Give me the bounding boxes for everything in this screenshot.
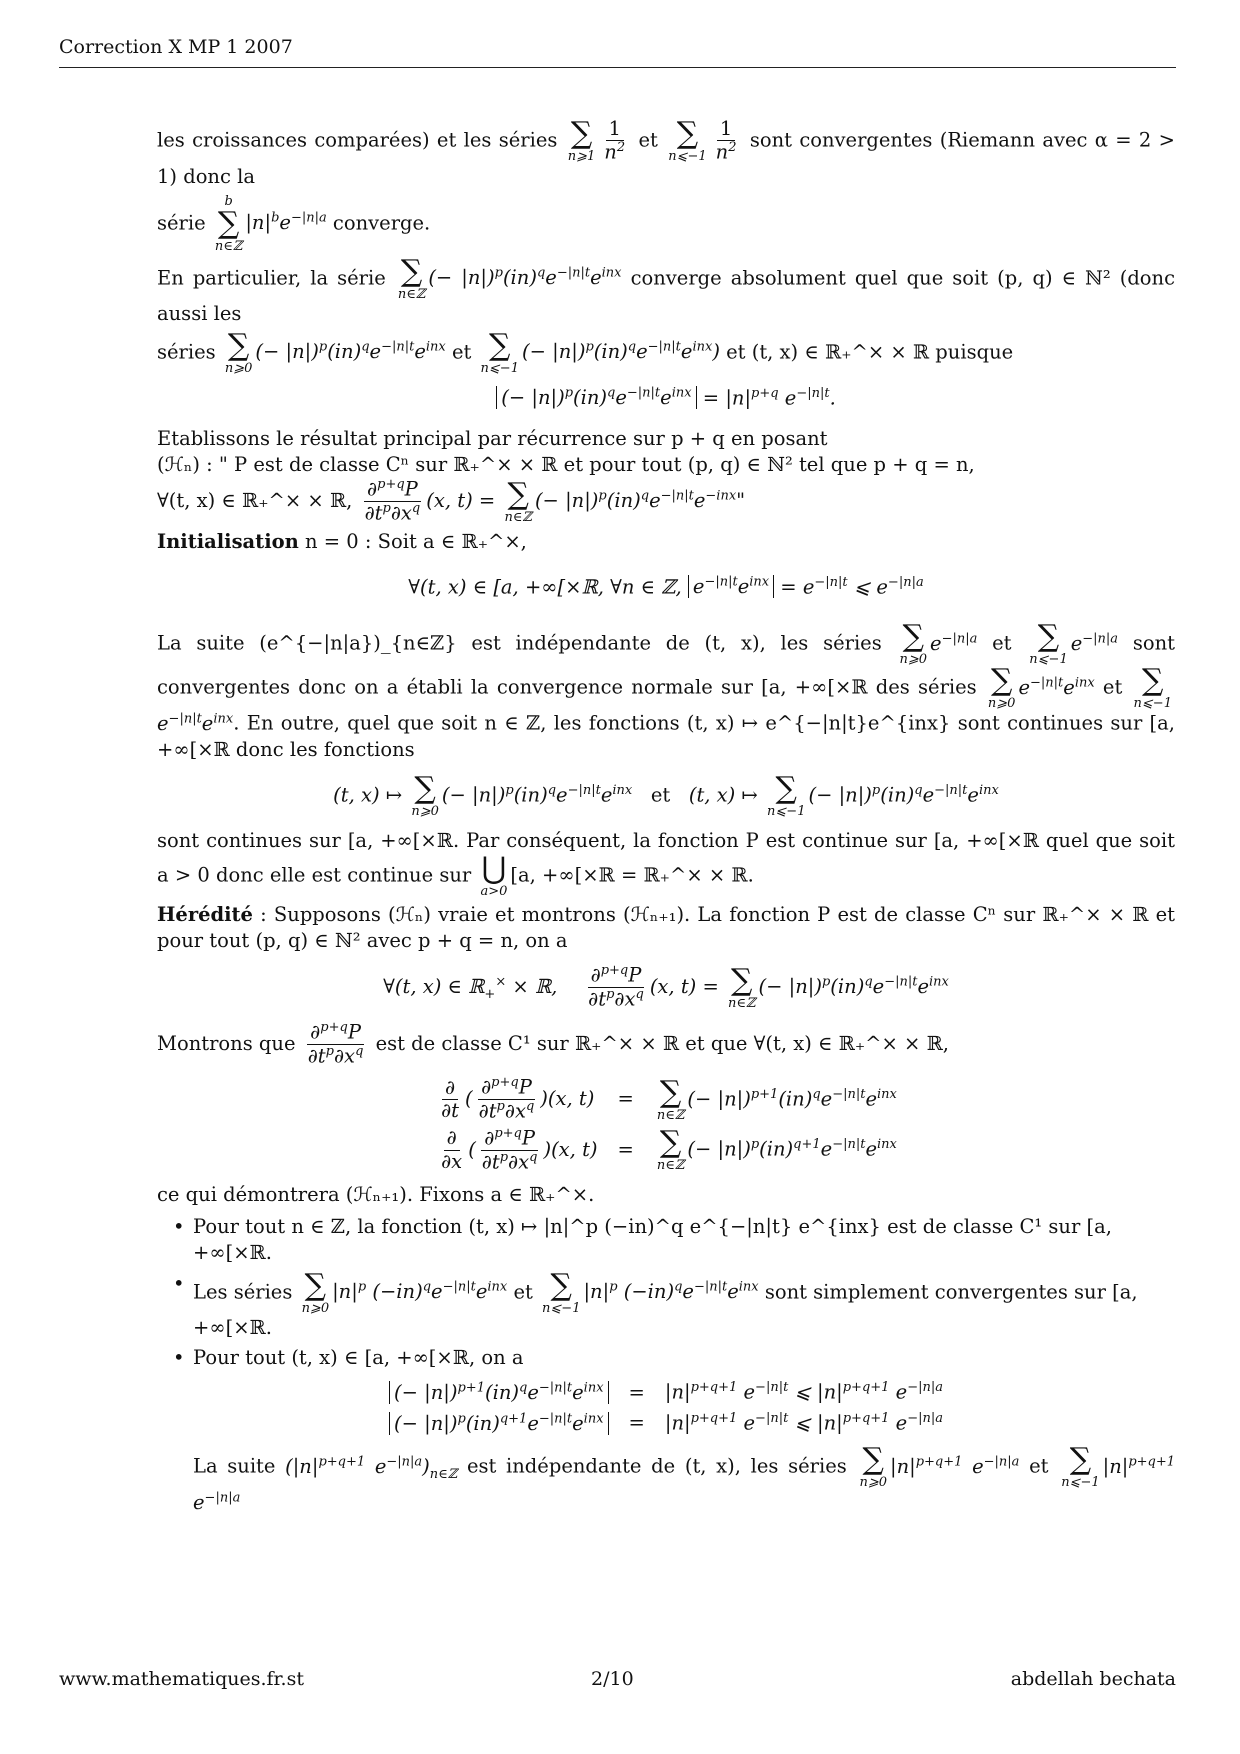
list-item — [193, 1214, 1175, 1267]
sum-symbol: b ∑ n∈ℤ — [214, 193, 243, 254]
paragraph-serie: série b ∑ n∈ℤ $|n|^be^{-|n|a}$ converge. — [157, 193, 431, 254]
equation-abs: (− $|n|)^p(in)^qe^{-|n|t}e^{inx} = |n|^{p+q}$ $e^{-|n|t}$. — [157, 385, 1175, 412]
bullet2b-text: et — [513, 1280, 533, 1304]
fraction: $\frac{1}{n^2}$ — [715, 117, 737, 164]
text-p3b: converge absolument quel que soit (p, q) ∈ ℕ² (donc aussi les — [157, 266, 1176, 325]
equation-majorations: (− $|n|)^{p+1}(in)^qe^{-|n|t}e^{inx}$ = $|n|^{p+q+1}$ $e^{-|n|t}$ ⩽ $|n|^{p+q+1}$ $e^{-|n|a}$ (− $|n|)^p(in)^{q+1}e^{-|n|t}e^{inx}$ = $|n|^{p+q+1}$ $e^{-|n|t}$ ⩽ $|n|^{p+q+1}$ $e^{-|n|a}$ — [379, 1377, 953, 1439]
sum-symbol: ∑ n⩽−1 — [1133, 663, 1172, 712]
text-suite3: n ∈ ℤ, les fonctions (t, x) ↦ e^{−|n|t}e^{inx} sont continues sur [a, +∞[×ℝ donc les fonctions — [157, 711, 1175, 762]
equation-init: ∀(t, x) ∈ [a, +∞[×ℝ, ∀n ∈ ℤ, $e^{-|n|t}e^{inx} = e^{-|n|t}$ ⩽ $e^{-|n|a}$ — [408, 574, 924, 599]
bullet3-text: Pour tout (t, x) ∈ [a, +∞[×ℝ, on a — [193, 1346, 524, 1370]
text-cequi: ce qui démontrera (ℋₙ₊₁). Fixons a ∈ ℝ₊^×. — [157, 1182, 595, 1206]
text-p1b: et — [638, 128, 658, 152]
paragraph-recurrence: Etablissons le résultat principal par récurrence sur p + q en posant (ℋₙ) : " P est de classe Cⁿ sur ℝ₊^× × ℝ et pour tout (p, q) ∈ ℕ² tel que p + q = n, ∀(t, x) ∈ ℝ₊^× × ℝ, $\frac{\partial^{p+q}P}{\partial t^p\partial x^q}$ (x, t) = ∑ n∈ℤ (− $|n|)^p(in)^qe^{-|n|t}e^{-inx}$" — [157, 426, 975, 525]
text-suite1a: La suite (e^{−|n|a})_{n∈ℤ} est indépendante de (t, x), les séries — [157, 631, 882, 655]
text-suite2a: établi la convergence normale sur [a, +∞[×ℝ des séries — [406, 675, 977, 699]
text-last-b: est indépendante de (t, x), les séries — [466, 1454, 847, 1478]
heredite-text: : Supposons (ℋₙ) vraie et montrons (ℋₙ₊₁). La fonction P est de classe Cⁿ sur ℝ₊^× × ℝ et pour tout (p, q) ∈ ℕ² avec p + q = n, on a — [157, 902, 1175, 953]
paragraph-initialisation — [157, 529, 1175, 555]
sum-symbol: ∑ n⩾0 — [987, 663, 1016, 712]
text-p7a: ∀(t, x) ∈ ℝ₊^× × ℝ, — [157, 489, 353, 513]
sum-symbol: ∑ n∈ℤ — [504, 476, 532, 525]
union-symbol: ⋃ a>0 — [480, 850, 508, 899]
paragraph-particulier: En particulier, la série ∑ n∈ℤ (− $|n|)^p(in)^qe^{-|n|t}e^{inx}$ converge absolument quel que soit (p, q) ∈ ℕ² (donc aussi les — [157, 253, 1176, 325]
bullet2a-text: Les séries — [193, 1280, 293, 1304]
footer-author: abdellah bechata — [1010, 1668, 1176, 1690]
initialisation-title: Initialisation — [157, 530, 299, 554]
page-body — [157, 118, 1175, 1520]
text-p5: Etablissons le résultat principal par récurrence sur p + q en posant — [157, 426, 828, 450]
fraction: $\frac{1}{n^2}$ — [604, 117, 626, 164]
equation-derivees: $\frac{\partial}{\partial t}$ ( $\frac{\partial^{p+q}P}{\partial t^p\partial x^q}$ )(x, t) = ∑ n∈ℤ (− $|n|)^{p+1}(in)^qe^{-|n|t}e^{inx}$ $\frac{\partial}{\partial x}$ ( $\frac{\partial^{p+q}P}{\partial t^p\partial x^q}$ )(x, t) = ∑ n∈ℤ (− $|n|)^p(in)^{q+1}e^{-|n|t}e^{inx}$ — [441, 1074, 897, 1174]
text-p4c: et (t, x) ∈ ℝ₊^× × ℝ puisque — [726, 340, 1014, 364]
sum-symbol: ∑ n⩾0 — [899, 619, 928, 668]
list-item — [193, 1345, 1175, 1371]
text-p1a: les croissances comparées) et les séries — [157, 128, 558, 152]
paragraph-montrons — [157, 1021, 1175, 1068]
paragraph-heredite — [157, 902, 1175, 955]
header-title: Correction X MP 1 2007 — [59, 36, 293, 58]
text-p4a: séries — [157, 340, 216, 364]
text-suite1b: et — [992, 631, 1012, 655]
footer-website[interactable]: www.mathematiques.fr.st — [59, 1668, 304, 1690]
initialisation-text: n = 0 : Soit a ∈ ℝ₊^×, — [305, 530, 527, 554]
text-cont2b: [a, +∞[×ℝ = ℝ₊^× × ℝ. — [510, 863, 754, 887]
paragraph-series: séries ∑ n⩾0 (− $|n|)^p(in)^qe^{-|n|t}e^{inx}$ et ∑ n⩽−1 (− $|n|)^p(in)^qe^{-|n|t}e^{inx}$) et (t, x) ∈ ℝ₊^× × ℝ puisque — [157, 327, 1014, 376]
text-p6: (ℋₙ) : " P est de classe Cⁿ sur ℝ₊^× × ℝ et pour tout (p, q) ∈ ℕ² tel que p + q = n, — [157, 453, 975, 477]
bullet1-text: Pour tout n ∈ ℤ, la fonction (t, x) ↦ |n|^p (−in)^q e^{−|n|t} e^{inx} est de classe C¹ sur [a, +∞[×ℝ. — [193, 1215, 1112, 1265]
sum-symbol: ∑ n⩾1 — [567, 116, 596, 165]
equation-heredite: ∀(t, x) ∈ ℝ$_+$× × ℝ, $\frac{\partial^{p+q}P}{\partial t^p\partial x^q}$ (x, t) = ∑ n∈ℤ (− $|n|)^p(in)^qe^{-|n|t}e^{inx}$ — [383, 962, 949, 1011]
text-p1c: sont convergentes (Riemann avec α = 2 > 1) donc la — [157, 128, 1176, 189]
sum-symbol: ∑ n⩾0 — [224, 327, 253, 376]
page-footer — [59, 1668, 1176, 1696]
sum-symbol: ∑ n⩽−1 — [480, 327, 519, 376]
text-montrons-a: Montrons que — [157, 1032, 296, 1056]
init-display: ∀(t, x) ∈ [a, +∞[×ℝ, ∀n ∈ ℤ, — [408, 575, 682, 599]
bullet-list — [157, 1214, 1175, 1371]
list-item: • Les séries ∑ n⩾0 $|n|^p$ $(-in)^qe^{-|n|t}e^{inx}$ et ∑ n⩽−1 $|n|^p$ $(-in)^qe^{-|n|t}e^{inx}$ sont simplement convergentes sur [a, +∞[×ℝ. — [193, 1271, 1175, 1341]
paragraph-cequi — [157, 1182, 1175, 1208]
text-p2a: série — [157, 211, 206, 235]
text-montrons-b: est de classe C¹ sur ℝ₊^× × ℝ et que ∀(t, x) ∈ ℝ₊^× × ℝ, — [375, 1032, 949, 1056]
paragraph-riemann — [157, 118, 1175, 191]
text-suite2b: et — [1102, 675, 1123, 699]
paragraph-continuite — [157, 828, 1175, 898]
text-suite2c: . En outre, quel que soit — [233, 711, 478, 735]
sum-symbol: ∑ n⩽−1 — [668, 116, 707, 165]
page-header — [59, 36, 1176, 68]
footer-page-number: 2/10 — [591, 1668, 634, 1690]
fraction: $\frac{\partial^{p+q}P}{\partial t^p\partial x^q}$ — [307, 1020, 364, 1068]
text-p4b: et — [451, 340, 472, 364]
sum-symbol: ∑ n⩽−1 — [1029, 619, 1068, 668]
text-cont1: sont continues sur [a, +∞[×ℝ. Par conséquent, la fonction P est continue sur [a, +∞[×ℝ quel que soit a > 0 donc — [157, 828, 1175, 887]
fraction: $\frac{\partial^{p+q}P}{\partial t^p\partial x^q}$ — [364, 477, 421, 525]
paragraph-derniere-suite: La suite ($|n|^{p+q+1}$ $e^{-|n|a})_{n\in ℤ}$ est indépendante de (t, x), les séries ∑ n⩾0 $|n|^{p+q+1}$ $e^{-|n|a}$ et ∑ n⩽−1 $|n|^{p+q+1}$ $e^{-|n|a}$ — [193, 1442, 1176, 1514]
text-last-c: et — [1029, 1454, 1049, 1478]
text-suite1c: sont convergentes donc on a — [157, 631, 1175, 699]
sum-symbol: ∑ n∈ℤ — [397, 253, 426, 302]
paragraph-suite: La suite (e^{−|n|a})_{n∈ℤ} est indépendante de (t, x), les séries ∑ n⩾0 $e^{-|n|a}$ et ∑ n⩽−1 $e^{-|n|a}$ sont convergentes donc on a établi la convergence normale sur [a, +∞[×ℝ des séries ∑ n⩾0 $e^{-|n|t}e^{inx}$ et ∑ n⩽−1 $e^{-|n|t}e^{inx}$. En outre, quel que soit n ∈ ℤ, les fonctions (t, x) ↦ e^{−|n|t}e^{inx} sont continues sur [a, +∞[×ℝ donc les fonctions — [157, 619, 1175, 762]
text-last-a: La suite — [193, 1454, 276, 1478]
heredite-title: Hérédité — [157, 902, 253, 926]
text-p3a: En particulier, la série — [157, 266, 386, 290]
text-p2b: converge. — [332, 211, 431, 235]
equation-fonctions: (t, x) ↦ ∑ n⩾0 (− $|n|)^p(in)^qe^{-|n|t}e^{inx}$ et (t, x) ↦ ∑ n⩽−1 (− $|n|)^p(in)^qe^{-|n|t}e^{inx}$ — [333, 770, 999, 819]
bullet2c-text: sont simplement convergentes sur [a, +∞[×ℝ. — [193, 1280, 1138, 1339]
text-cont2a: elle est continue sur — [269, 863, 472, 887]
